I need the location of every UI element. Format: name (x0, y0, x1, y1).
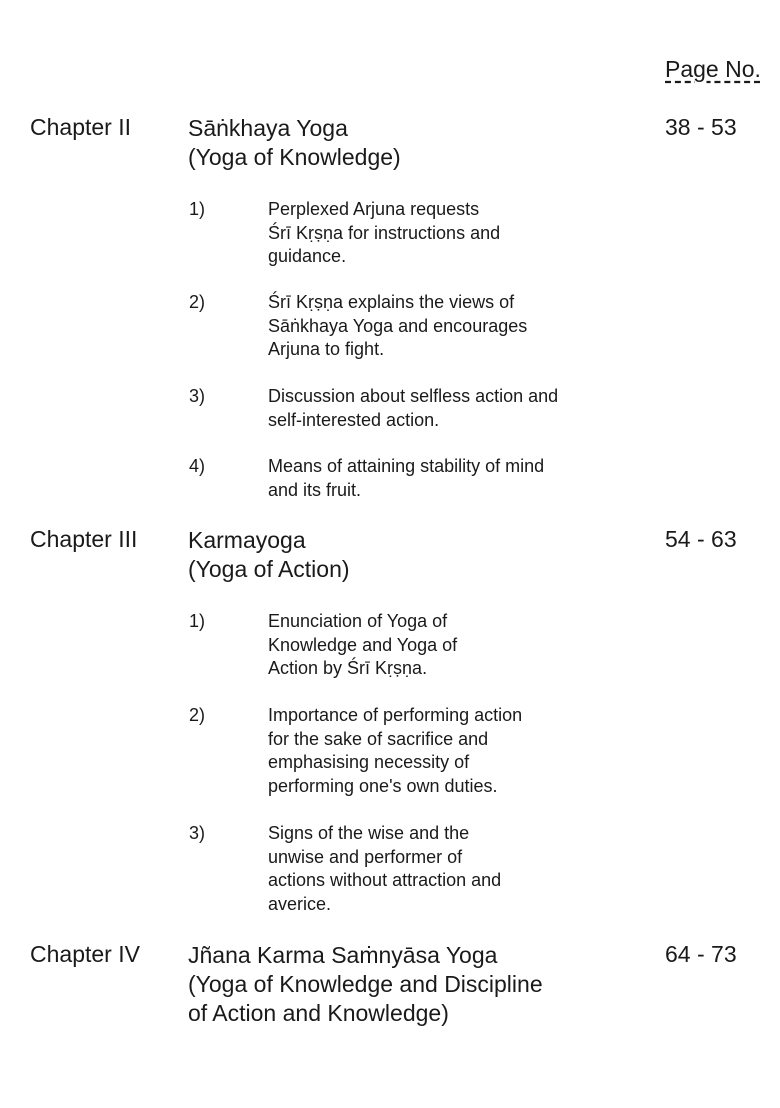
topic-text (268, 704, 638, 798)
chapter-title-line: (Yoga of Knowledge) (188, 144, 401, 170)
topic-number: 1) (189, 611, 206, 631)
chapter-label: Chapter II (30, 114, 131, 140)
chapter-pages: 54 - 63 (665, 526, 737, 552)
topic-line: Śrī Kṛṣṇa for instructions and (268, 222, 501, 243)
topic-line: Enunciation of Yoga of (268, 611, 448, 631)
chapter-title-line: Karmayoga (188, 527, 306, 553)
chapter-title-line: of Action and Knowledge) (188, 1000, 449, 1026)
topic-line: Action by Śrī Kṛṣṇa. (268, 658, 428, 678)
topic-line: Śrī Kṛṣṇa explains the views of (268, 292, 515, 312)
topic-line: emphasising necessity of (268, 752, 470, 772)
topic-number: 2) (189, 292, 206, 312)
topic-line: Discussion about selfless action and (268, 386, 559, 406)
topic-line: actions without attraction and (268, 870, 502, 890)
topic-text (268, 291, 638, 362)
topic-line: Importance of performing action (268, 705, 523, 725)
chapter-pages: 64 - 73 (665, 941, 737, 967)
topic-line: averice. (268, 893, 332, 914)
topic-line: performing one's own duties. (268, 775, 498, 796)
topic-text (268, 198, 638, 269)
page-no-header: Page No. (665, 56, 761, 82)
chapter-title (188, 526, 628, 584)
topic-text (268, 455, 638, 502)
chapter-label: Chapter IV (30, 941, 140, 967)
topic-number: 2) (189, 705, 206, 725)
topic-line: Means of attaining stability of mind (268, 456, 545, 476)
topic-text (268, 385, 638, 432)
topic-number: 1) (189, 199, 206, 219)
chapter-title-line: (Yoga of Action) (188, 556, 350, 582)
topic-text (268, 822, 638, 916)
chapter-label: Chapter III (30, 526, 138, 552)
topic-line: unwise and performer of (268, 846, 463, 867)
chapter-pages: 38 - 53 (665, 114, 737, 140)
chapter-title-line: (Yoga of Knowledge and Discipline (188, 971, 543, 997)
topic-line: self-interested action. (268, 409, 440, 430)
chapter-title (188, 941, 628, 1028)
topic-line: and its fruit. (268, 479, 362, 500)
chapter-title-line: Sāṅkhaya Yoga (188, 115, 348, 141)
topic-number: 3) (189, 823, 206, 843)
topic-line: Knowledge and Yoga of (268, 634, 458, 655)
topic-line: Perplexed Arjuna requests (268, 199, 480, 219)
topic-number: 3) (189, 386, 206, 406)
topic-line: Sāṅkhaya Yoga and encourages (268, 315, 528, 336)
topic-text (268, 610, 638, 681)
topic-number: 4) (189, 456, 206, 476)
chapter-title (188, 114, 628, 172)
topic-line: for the sake of sacrifice and (268, 728, 489, 749)
chapter-title-line: Jñana Karma Saṁnyāsa Yoga (188, 942, 498, 968)
topic-line: Arjuna to fight. (268, 339, 385, 359)
topic-line: guidance. (268, 246, 347, 266)
topic-line: Signs of the wise and the (268, 823, 470, 843)
